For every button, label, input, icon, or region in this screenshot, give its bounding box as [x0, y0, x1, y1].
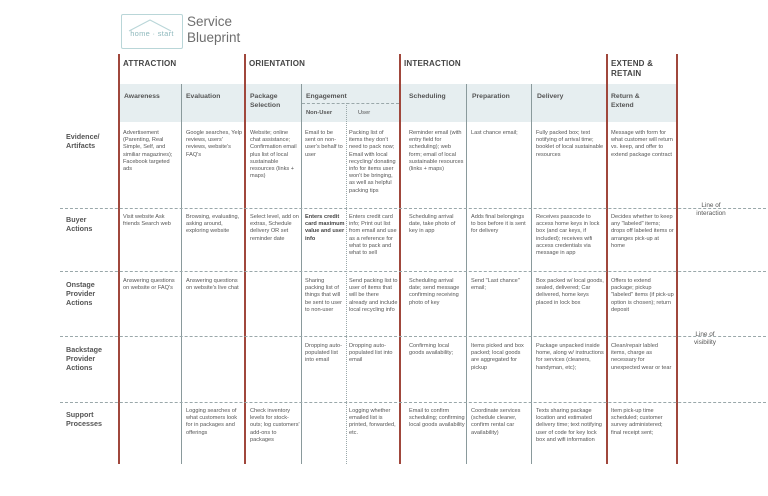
- cell: Decides whether to keep any "labeled" items; drops off labeled items or arranges pick-up at home: [611, 214, 674, 249]
- cell: Texts sharing package location and estimated delivery time; text notifying user of code for key lock box and wifi information: [536, 408, 602, 443]
- engagement-non-user: Non-User: [306, 110, 333, 116]
- line-of-visibility: [60, 336, 766, 337]
- stage-engagement: Engagement: [306, 93, 347, 100]
- cell: Confirming local goods availability;: [409, 343, 454, 357]
- stage-awareness: Awareness: [124, 93, 160, 100]
- cell: Select level, add on extras, Schedule delivery OR set reminder date: [250, 214, 299, 242]
- cell: Package unpacked inside home, along w/ instructions for services (cleaners, handyman, etc);: [536, 343, 604, 371]
- stage-divider: [466, 84, 467, 464]
- cell: Scheduling arrival date, take photo of key in app: [409, 214, 456, 235]
- phase-orientation: ORIENTATION: [249, 59, 306, 68]
- row-backstage: Backstage Provider Actions: [66, 345, 102, 372]
- stage-preparation: Preparation: [472, 93, 510, 100]
- cell: Check inventory levels for stock-outs; log customers' add-ons to packages: [250, 408, 300, 443]
- stage-package-selection: Package Selection: [250, 93, 281, 109]
- cell: Dropping auto-populated list into email: [349, 343, 393, 364]
- row-divider: [60, 271, 766, 272]
- cell: Email to be sent on non-user's behalf to user: [305, 130, 343, 158]
- cell: Coordinate services (schedule cleaner, confirm rental car availability): [471, 408, 521, 436]
- user-divider: [346, 103, 347, 464]
- cell: Website; online chat assistance; Confirmation email plus list of local sustainable resources (links + maps): [250, 130, 297, 180]
- cell: Answering questions on website or FAQ's: [123, 278, 175, 292]
- cell: Clean/repair labled items, charge as necessary for unexpected wear or tear: [611, 343, 672, 371]
- cell: Box packed w/ local goods, sealed, delivered; Car delivered, home keys placed in lock box: [536, 278, 604, 306]
- stage-delivery: Delivery: [537, 93, 564, 100]
- stage-divider: [531, 84, 532, 464]
- cell: Scheduling arrival date; send message confirming receiving photo of key: [409, 278, 460, 306]
- cell: Last chance email;: [471, 130, 518, 136]
- stage-evaluation: Evaluation: [186, 93, 221, 100]
- cell: Reminder email (with entry field for scheduling); web form; email of local sustainable resources (links + maps): [409, 130, 464, 173]
- phase-extend-retain: EXTEND & RETAIN: [611, 59, 654, 78]
- cell: Item pick-up time scheduled; customer survey administered; final receipt sent;: [611, 408, 663, 436]
- cell: Enters credit card maximum value and user info: [305, 214, 345, 242]
- line-of-interaction-label: Line of interaction: [696, 202, 726, 217]
- stage-return-extend: Return & Extend: [611, 93, 640, 109]
- cell: Items picked and box packed; local goods are aggregated for pickup: [471, 343, 524, 371]
- phase-header-band: [118, 54, 676, 84]
- cell: Receives passcode to access home keys in lock box (and car keys, if included); receives wifi access credentials via message in app: [536, 214, 600, 257]
- row-divider: [60, 402, 766, 403]
- cell: Dropping auto-populated list into email: [305, 343, 343, 364]
- cell: Logging searches of what customers look for in packages and offerings: [186, 408, 237, 436]
- row-buyer: Buyer Actions: [66, 215, 93, 233]
- cell: Packing list of items they don't need to pack now; Email with local recycling/ donating info for items user won't be bringing, as well as helpful packing tips: [349, 130, 396, 194]
- cell: Offers to extend package; pickup "labeled" items (if pick-up option is chosen); return deposit: [611, 278, 674, 313]
- cell: Visit website Ask friends Search web: [123, 214, 171, 228]
- cell: Fully packed box; text notifying of arrival time; booklet of local sustainable resources: [536, 130, 604, 158]
- cell: Email to confirm scheduling; confirming local goods availability: [409, 408, 465, 429]
- cell: Browsing, evaluating, asking around, exploring website: [186, 214, 240, 235]
- cell: Send "Last chance" email;: [471, 278, 520, 292]
- cell: Enters credit card info; Print out list from email and use as a reference for what to pack and what to sell: [349, 214, 397, 257]
- row-onstage: Onstage Provider Actions: [66, 280, 96, 307]
- row-evidence: Evidence/ Artifacts: [66, 132, 100, 150]
- stage-divider: [301, 84, 302, 464]
- row-support: Support Processes: [66, 410, 102, 428]
- line-of-interaction: [60, 208, 766, 209]
- logo-text: home · start: [130, 29, 174, 38]
- cell: Answering questions on website's live chat: [186, 278, 239, 292]
- stage-divider: [181, 84, 182, 464]
- engagement-user: User: [358, 110, 371, 116]
- stage-scheduling: Scheduling: [409, 93, 446, 100]
- cell: Message with form for what customer will return vs. keep, and offer to extend package contract: [611, 130, 673, 158]
- cell: Adds final belongings to box before it is sent for delivery: [471, 214, 526, 235]
- cell: Advertisement (Parenting, Real Simple, Self, and similiar magazines); Facebook targeted ads: [123, 130, 173, 173]
- phase-interaction: INTERACTION: [404, 59, 461, 68]
- cell: Sharing packing list of things that will be sent to user to non-user: [305, 278, 343, 313]
- line-of-visibility-label: Line of visibility: [693, 331, 716, 346]
- phase-attraction: ATTRACTION: [123, 59, 177, 68]
- cell: Google searches, Yelp reviews, users' reviews, website's FAQ's: [186, 130, 242, 158]
- engagement-divider: [302, 103, 399, 104]
- page-title: Service Blueprint: [187, 14, 241, 45]
- cell: Logging whether emailed list is printed, forwarded, etc.: [349, 408, 396, 436]
- cell: Send packing list to user of items that will be there already and include local recycling info: [349, 278, 398, 313]
